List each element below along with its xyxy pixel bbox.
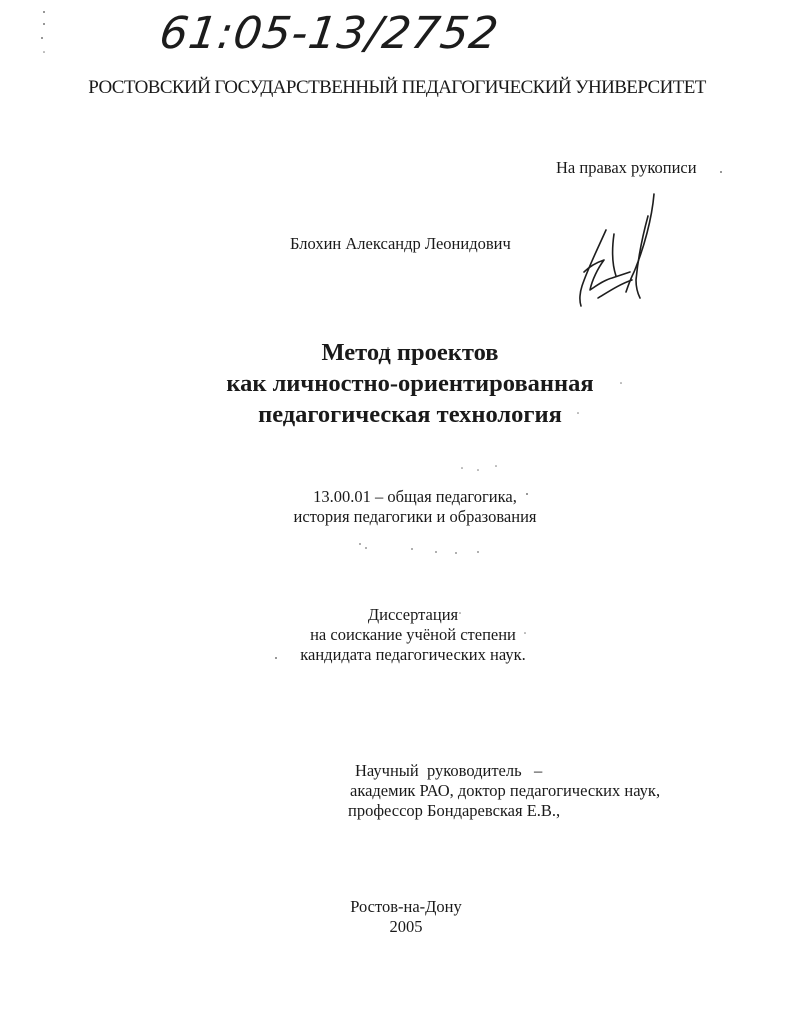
archive-code-handwritten: 61:05-13/2752 <box>156 8 503 59</box>
degree-line-2: на соискание учёной степени <box>310 625 516 644</box>
title-line-2: как личностно-ориентированная <box>226 370 594 397</box>
specialty-line-1: 13.00.01 – общая педагогика, <box>313 487 517 506</box>
author-name: Блохин Александр Леонидович <box>290 234 511 253</box>
city: Ростов-на-Дону <box>350 897 462 916</box>
dissertation-title <box>0 337 794 430</box>
supervisor-line-1: Научный руководитель – <box>355 761 543 780</box>
supervisor <box>348 761 660 821</box>
year: 2005 <box>389 917 423 936</box>
degree-line-1: Диссертация <box>367 605 459 624</box>
degree-line-3: кандидата педагогических наук. <box>300 645 526 664</box>
supervisor-line-3: профессор Бондаревская Е.В., <box>348 801 561 820</box>
university-name: РОСТОВСКИЙ ГОСУДАРСТВЕННЫЙ ПЕДАГОГИЧЕСКИЙ УНИВЕРСИТЕТ <box>88 77 706 98</box>
place-and-year <box>0 897 794 937</box>
title-line-1: Метод проектов <box>321 339 499 366</box>
specialty <box>0 487 794 527</box>
signature <box>568 188 668 318</box>
supervisor-line-2: академик РАО, доктор педагогических наук, <box>350 781 661 800</box>
manuscript-note: На правах рукописи <box>556 158 697 177</box>
degree-statement <box>0 605 794 665</box>
title-line-3: педагогическая технология <box>258 401 562 428</box>
specialty-line-2: история педагогики и образования <box>293 507 537 526</box>
